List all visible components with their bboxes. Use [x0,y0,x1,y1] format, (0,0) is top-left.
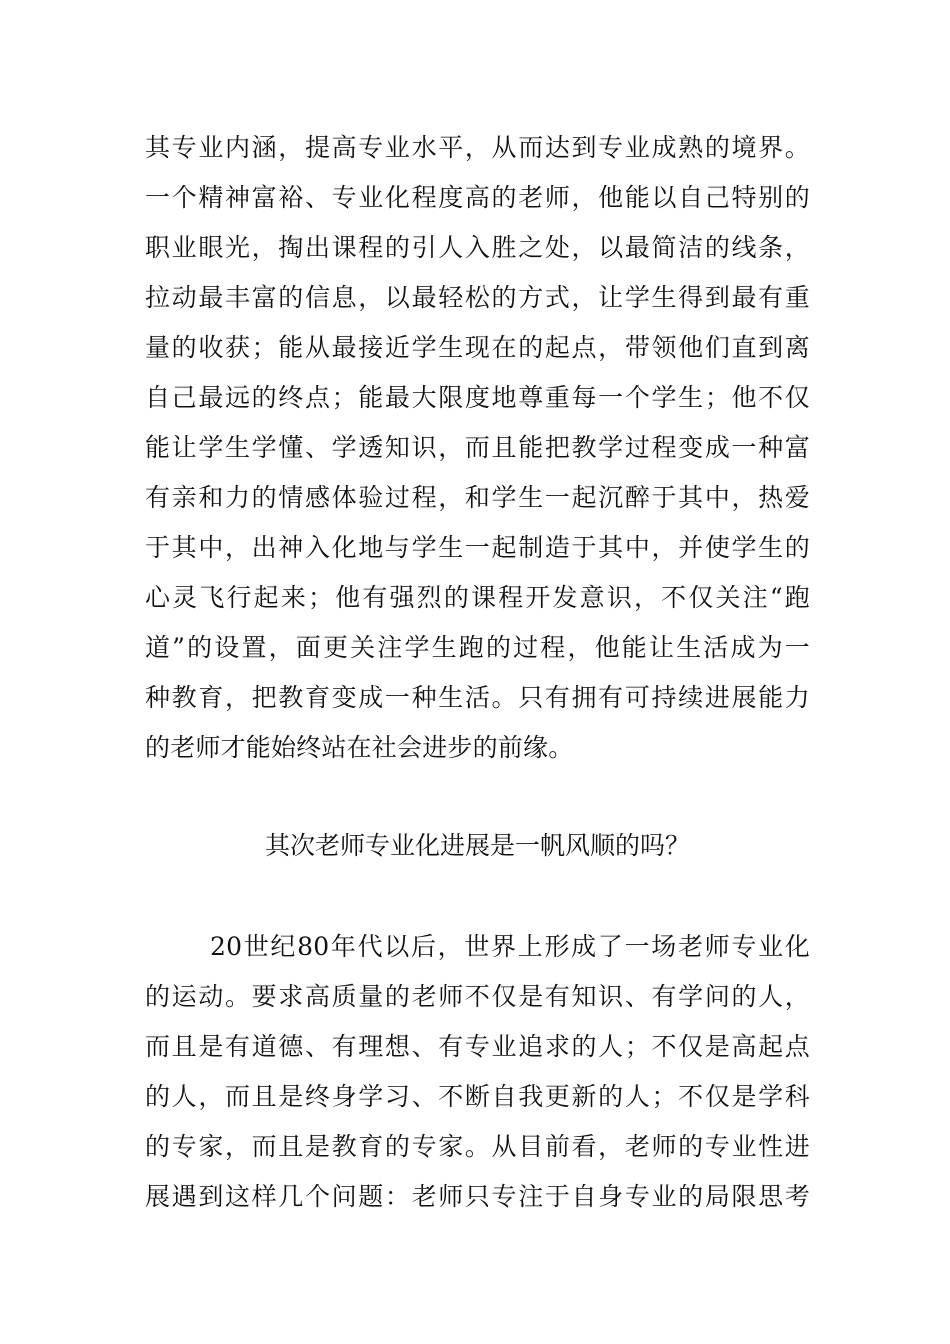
paragraph-1-line-13: 的老师才能始终站在社会进步的前缘。 [145,733,574,762]
paragraph-1-line-11: 道”的设置，面更关注学生跑的过程，他能让生活成为一 [145,633,810,662]
paragraph-2-line-2: 的运动。要求高质量的老师不仅是有知识、有学问的人， [145,982,810,1011]
paragraph-2-line-1: 20世纪80年代以后，世界上形成了一场老师专业化 [210,932,810,961]
paragraph-1-line-5: 量的收获；能从最接近学生现在的起点，带领他们直到离 [145,333,810,362]
paragraph-1-line-6: 自己最远的终点；能最大限度地尊重每一个学生；他不仅 [145,383,810,412]
paragraph-1-line-3: 职业眼光，掏出课程的引人入胜之处，以最简洁的线条， [145,233,810,262]
paragraph-2-line-6: 展遇到这样几个问题：老师只专注于自身专业的局限思考 [145,1182,810,1211]
paragraph-1-line-8: 有亲和力的情感体验过程，和学生一起沉醉于其中，热爱 [145,483,810,512]
paragraph-2-line-5: 的专家，而且是教育的专家。从目前看，老师的专业性进 [145,1132,810,1161]
paragraph-1-line-10: 心灵飞行起来；他有强烈的课程开发意识，不仅关注“跑 [145,583,810,612]
section-heading: 其次老师专业化进展是一帆风顺的吗？ [264,831,690,860]
paragraph-2-line-3: 而且是有道德、有理想、有专业追求的人；不仅是高起点 [145,1032,810,1061]
paragraph-1-line-1: 其专业内涵，提高专业水平，从而达到专业成熟的境界。 [145,133,810,162]
paragraph-1-line-12: 种教育，把教育变成一种生活。只有拥有可持续进展能力 [145,683,810,712]
paragraph-2-line-4: 的人，而且是终身学习、不断自我更新的人；不仅是学科 [145,1082,810,1111]
paragraph-1-line-9: 于其中，出神入化地与学生一起制造于其中，并使学生的 [145,533,810,562]
paragraph-1-line-2: 一个精神富裕、专业化程度高的老师，他能以自己特别的 [145,183,810,212]
paragraph-1-line-7: 能让学生学懂、学透知识，而且能把教学过程变成一种富 [145,433,810,462]
paragraph-1-line-4: 拉动最丰富的信息，以最轻松的方式，让学生得到最有重 [145,283,810,312]
